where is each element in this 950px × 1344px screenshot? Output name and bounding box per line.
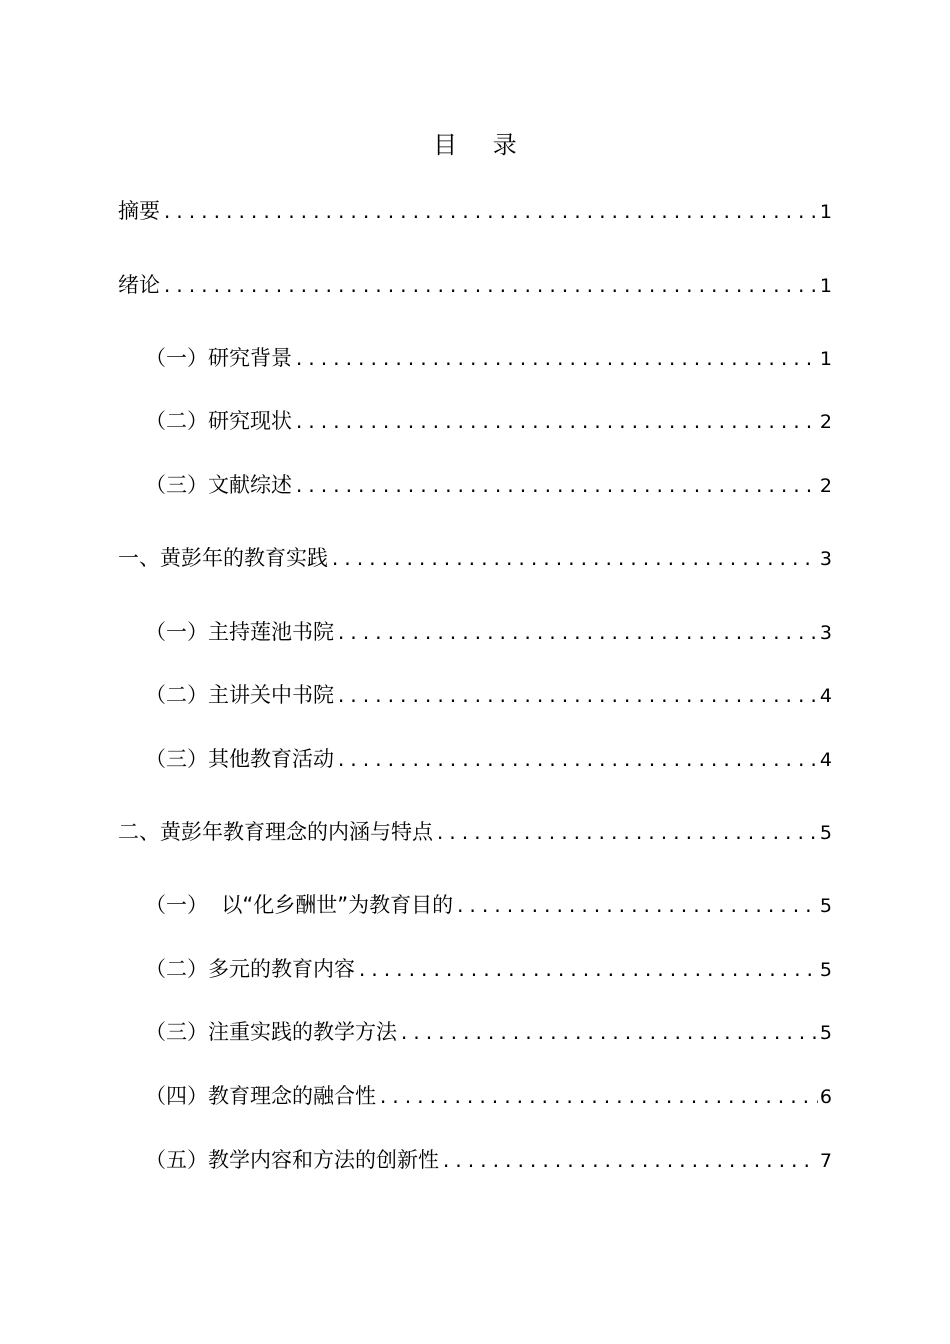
toc-entry-page: 2 (819, 475, 832, 497)
dot-leader (435, 819, 818, 849)
toc-entry-label: （二）研究现状 (145, 409, 292, 433)
dot-leader (294, 472, 818, 502)
dot-leader (399, 1019, 818, 1049)
dot-leader (162, 272, 818, 302)
dot-leader (336, 746, 818, 776)
toc-entry-1-2[interactable] (145, 680, 832, 712)
toc-entry-page: 6 (819, 1086, 832, 1108)
toc-entry-label: （二）多元的教育内容 (145, 957, 355, 981)
dot-leader (294, 345, 818, 375)
toc-entry-introduction[interactable] (118, 270, 832, 302)
toc-entry-2-1[interactable] (145, 890, 832, 922)
toc-entry-2-4[interactable] (145, 1081, 832, 1113)
dot-leader (294, 408, 818, 438)
dot-leader (455, 892, 818, 922)
toc-entry-label: （一）研究背景 (145, 346, 292, 370)
toc-entry-2-2[interactable] (145, 954, 832, 986)
toc-entry-chapter-2[interactable] (118, 817, 832, 849)
toc-entry-label: 绪论 (118, 273, 160, 297)
dot-leader (330, 545, 818, 575)
toc-entry-2-3[interactable] (145, 1017, 832, 1049)
toc-entry-abstract[interactable] (118, 196, 832, 228)
toc-entry-page: 1 (819, 275, 832, 297)
toc-title: 目 录 (433, 131, 531, 159)
toc-entry-page: 3 (819, 548, 832, 570)
toc-entry-page: 1 (819, 348, 832, 370)
toc-entry-label: （一） 以“化乡酬世”为教育目的 (145, 893, 454, 917)
toc-entry-page: 4 (819, 685, 832, 707)
toc-entry-label: 二、黄彭年教育理念的内涵与特点 (118, 820, 433, 844)
toc-entry-label: （三）文献综述 (145, 473, 292, 497)
toc-entry-literature[interactable] (145, 470, 832, 502)
toc-entry-page: 1 (819, 201, 832, 223)
toc-entry-label: （一）主持莲池书院 (145, 620, 334, 644)
toc-entry-label: （三）注重实践的教学方法 (145, 1020, 397, 1044)
dot-leader (441, 1147, 818, 1177)
toc-entry-label: （四）教育理念的融合性 (145, 1084, 376, 1108)
toc-entry-label: 摘要 (118, 199, 160, 223)
toc-entry-background[interactable] (145, 343, 832, 375)
dot-leader (378, 1083, 818, 1113)
toc-entry-chapter-1[interactable] (118, 543, 832, 575)
toc-entry-page: 4 (819, 749, 832, 771)
dot-leader (336, 619, 818, 649)
dot-leader (336, 682, 818, 712)
toc-entry-1-1[interactable] (145, 617, 832, 649)
dot-leader (162, 198, 818, 228)
toc-entry-label: （五）教学内容和方法的创新性 (145, 1148, 439, 1172)
toc-entry-page: 3 (819, 622, 832, 644)
toc-entry-1-3[interactable] (145, 744, 832, 776)
toc-entry-page: 2 (819, 411, 832, 433)
toc-entry-label: （三）其他教育活动 (145, 747, 334, 771)
toc-entry-2-5[interactable] (145, 1145, 832, 1177)
toc-entry-label: 一、黄彭年的教育实践 (118, 546, 328, 570)
toc-entry-page: 5 (819, 959, 832, 981)
toc-entry-page: 5 (819, 822, 832, 844)
toc-entry-page: 5 (819, 1022, 832, 1044)
toc-entry-page: 7 (819, 1150, 832, 1172)
toc-entry-status[interactable] (145, 406, 832, 438)
toc-entry-label: （二）主讲关中书院 (145, 683, 334, 707)
dot-leader (357, 956, 818, 986)
toc-entry-page: 5 (819, 895, 832, 917)
